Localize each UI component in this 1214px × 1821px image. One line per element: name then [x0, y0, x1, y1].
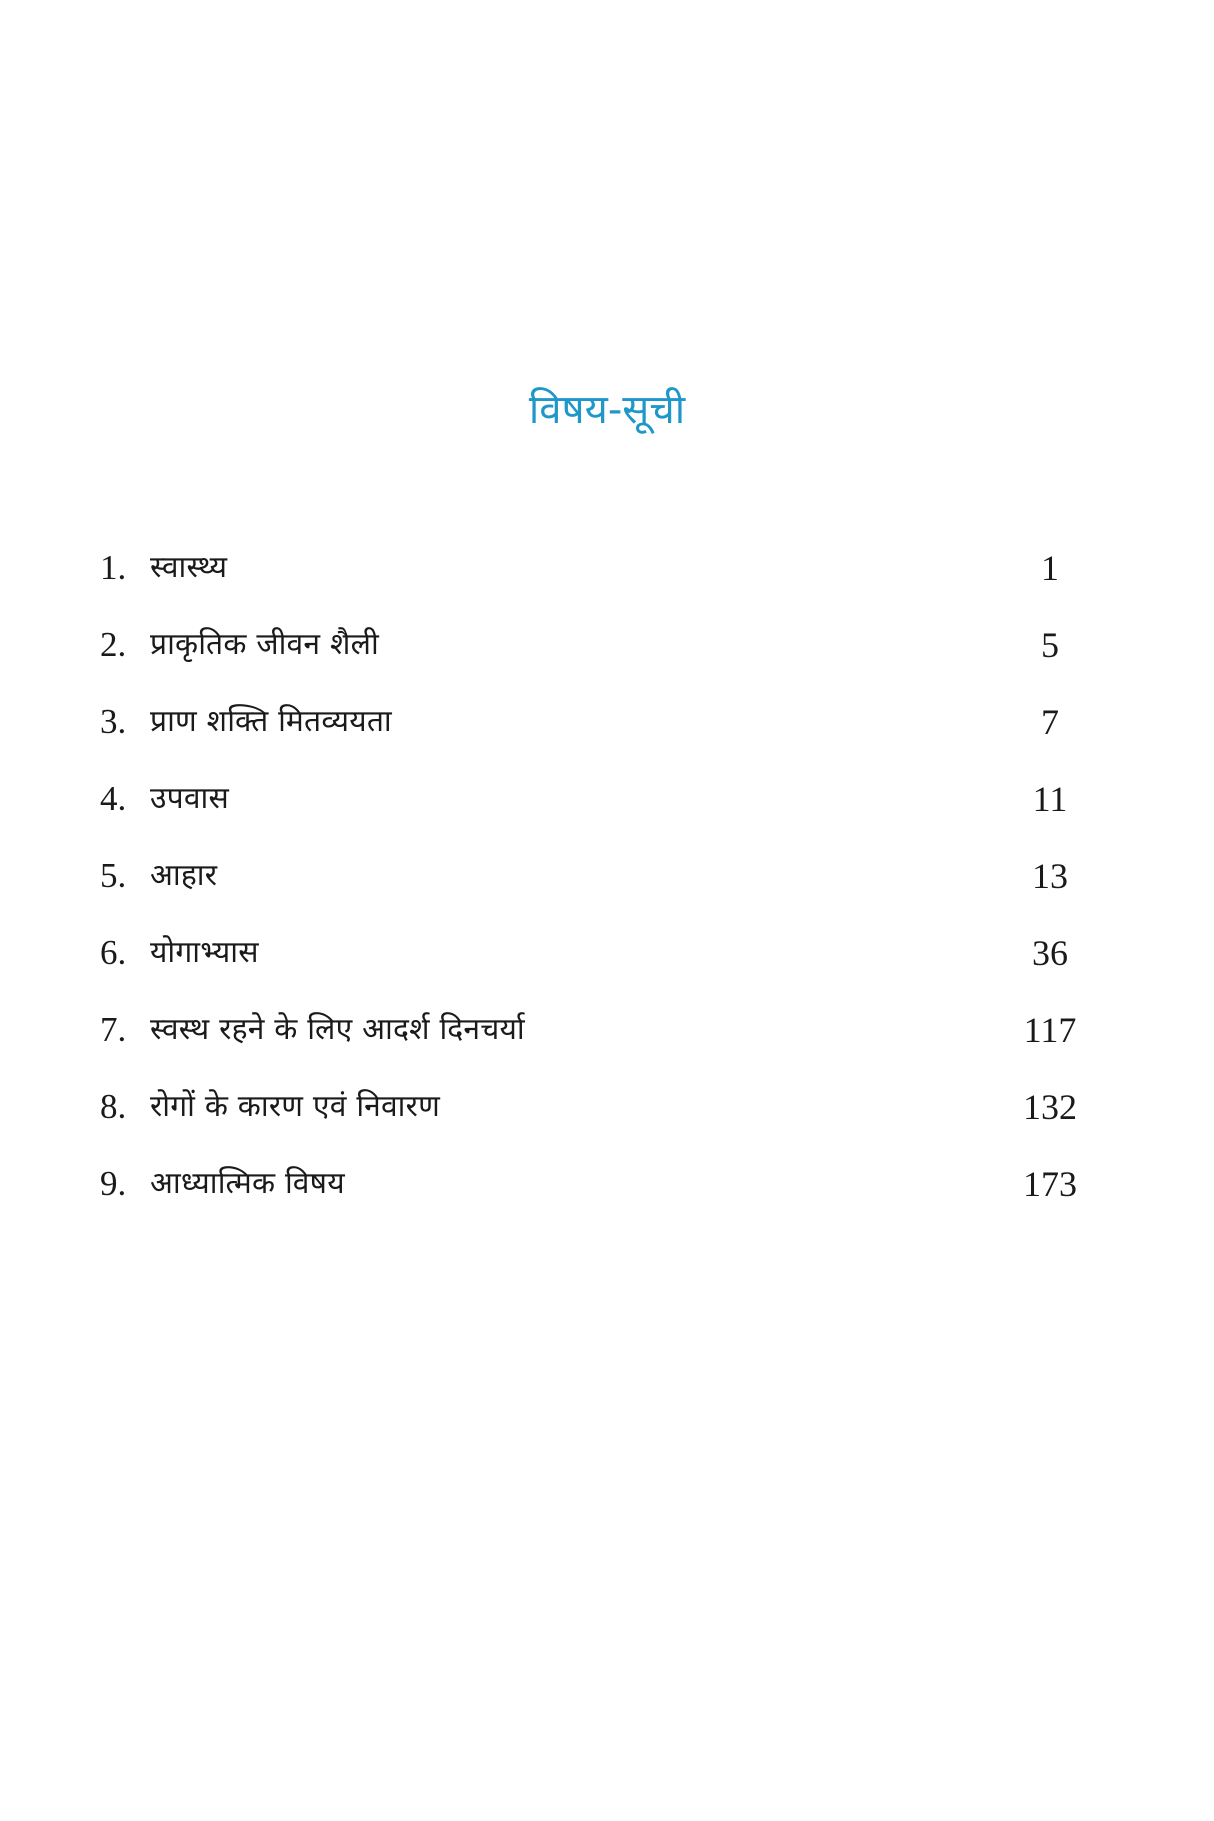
toc-entry: [100, 622, 1100, 699]
toc-entry-title: आहार: [150, 858, 218, 893]
toc-entry-number: 8.: [100, 1087, 127, 1126]
toc-entry-page: 1: [1041, 548, 1059, 588]
toc-entry-number: 3.: [100, 702, 127, 741]
toc-entry-title: स्वास्थ्य: [150, 550, 228, 585]
toc-entry: [100, 1084, 1100, 1161]
toc-entry-number: 5.: [100, 856, 127, 895]
page-title: विषय-सूची: [528, 387, 686, 433]
toc-entry: [100, 1007, 1100, 1084]
toc-entry: [100, 545, 1100, 622]
toc-entry-title: प्राण शक्ति मितव्ययता: [150, 704, 392, 739]
toc-entry-page: 173: [1023, 1164, 1077, 1204]
toc-entry-number: 4.: [100, 779, 127, 818]
toc-entry-title: योगाभ्यास: [150, 935, 259, 970]
toc-entry-page: 36: [1032, 933, 1068, 973]
toc-entry-title: स्वस्थ रहने के लिए आदर्श दिनचर्या: [150, 1012, 525, 1047]
toc-entry-title: रोगों के कारण एवं निवारण: [150, 1089, 440, 1124]
toc-entry-page: 11: [1032, 779, 1068, 819]
toc-entry: [100, 776, 1100, 853]
toc-entry-page: 13: [1032, 856, 1068, 896]
toc-entry-number: 2.: [100, 625, 127, 664]
table-of-contents: [100, 545, 1100, 1238]
toc-entry-number: 1.: [100, 548, 127, 587]
toc-entry: [100, 1161, 1100, 1238]
toc-entry-page: 7: [1041, 702, 1059, 742]
toc-entry-page: 5: [1041, 625, 1059, 665]
toc-entry: [100, 853, 1100, 930]
toc-entry-number: 6.: [100, 933, 127, 972]
toc-entry: [100, 930, 1100, 1007]
toc-entry-title: उपवास: [150, 781, 230, 816]
toc-entry-page: 117: [1023, 1010, 1077, 1050]
toc-entry: [100, 699, 1100, 776]
toc-entry-number: 7.: [100, 1010, 127, 1049]
toc-entry-page: 132: [1023, 1087, 1077, 1127]
toc-entry-title: प्राकृतिक जीवन शैली: [150, 627, 379, 662]
toc-entry-title: आध्यात्मिक विषय: [150, 1166, 345, 1201]
toc-entry-number: 9.: [100, 1164, 127, 1203]
